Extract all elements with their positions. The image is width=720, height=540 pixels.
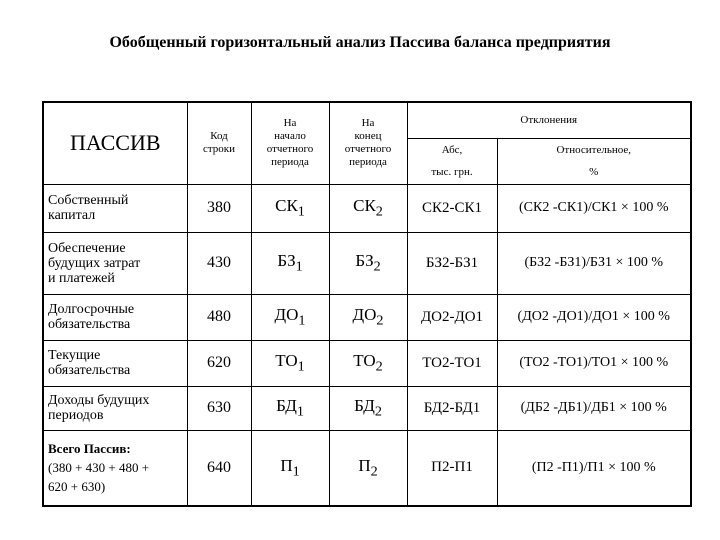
row-end-index: 2	[374, 403, 382, 420]
row-name-line2: будущих затрат	[48, 255, 141, 271]
row-abs: БД2-БД1	[407, 386, 497, 430]
row-begin-symbol: БЗ	[277, 250, 296, 270]
total-name-line1: Всего Пассив:	[48, 441, 131, 457]
total-row	[43, 430, 691, 506]
row-end	[329, 184, 407, 232]
total-name	[43, 430, 187, 506]
row-begin-index: 1	[298, 312, 306, 329]
row-begin-symbol: БД	[276, 395, 297, 415]
row-begin	[251, 340, 329, 386]
total-name-line2: (380 + 430 + 480 +	[48, 460, 150, 476]
row-code: 630	[187, 386, 251, 430]
row-end-index: 2	[373, 258, 381, 275]
row-abs: ДО2-ДО1	[407, 294, 497, 340]
header-abs-line1: Абс,	[441, 144, 463, 156]
header-code	[187, 102, 251, 184]
row-end-symbol: БЗ	[355, 250, 374, 270]
row-rel: (БЗ2 -БЗ1)/БЗ1 × 100 %	[497, 232, 691, 294]
header-end-line1: На	[361, 117, 375, 130]
total-abs: П2-П1	[407, 430, 497, 506]
row-code: 380	[187, 184, 251, 232]
row-end	[329, 386, 407, 430]
row-begin-index: 1	[297, 203, 305, 220]
row-name	[43, 294, 187, 340]
row-end-symbol: БД	[354, 395, 375, 415]
row-begin	[251, 294, 329, 340]
row-name-line1: Обеспечение	[48, 240, 126, 256]
header-end-line4: периода	[349, 156, 387, 169]
row-end-symbol: ДО	[352, 304, 377, 324]
row-name	[43, 232, 187, 294]
balance-table	[42, 101, 692, 507]
row-name-line1: Текущие	[48, 348, 101, 363]
row-end-symbol: ТО	[353, 350, 376, 370]
table-row	[43, 386, 691, 430]
row-abs: СК2-СК1	[407, 184, 497, 232]
row-name	[43, 184, 187, 232]
header-row	[43, 102, 691, 138]
header-begin-line2: начало	[274, 130, 306, 143]
row-end-index: 2	[376, 312, 384, 329]
row-name-line1: Доходы будущих	[48, 393, 150, 408]
total-code: 640	[187, 430, 251, 506]
header-abs	[407, 138, 497, 184]
header-begin	[251, 102, 329, 184]
row-end	[329, 294, 407, 340]
row-begin-index: 1	[295, 258, 303, 275]
row-begin-symbol: СК	[275, 195, 298, 215]
row-begin	[251, 386, 329, 430]
row-end	[329, 232, 407, 294]
table-row	[43, 340, 691, 386]
row-begin-index: 1	[296, 403, 304, 420]
header-code-line1: Код	[210, 130, 228, 143]
row-end-index: 2	[375, 203, 383, 220]
table-row	[43, 232, 691, 294]
total-begin-symbol: П	[280, 455, 293, 475]
row-name-line1: Долгосрочные	[48, 302, 135, 317]
header-passiv: ПАССИВ	[43, 102, 187, 184]
header-end-line2: конец	[354, 130, 382, 143]
row-name	[43, 386, 187, 430]
row-code: 430	[187, 232, 251, 294]
header-begin-line4: периода	[271, 156, 309, 169]
row-begin	[251, 184, 329, 232]
header-end-line3: отчетного	[344, 143, 392, 156]
row-name-line2: капитал	[48, 208, 96, 223]
row-name-line2: обязательства	[48, 317, 131, 332]
row-code: 480	[187, 294, 251, 340]
header-rel-line1: Относительное,	[556, 144, 632, 156]
row-name	[43, 340, 187, 386]
header-end	[329, 102, 407, 184]
table-row	[43, 184, 691, 232]
header-begin-line1: На	[283, 117, 297, 130]
row-begin-symbol: ТО	[275, 350, 298, 370]
row-name-line2: обязательства	[48, 363, 131, 378]
row-end-symbol: СК	[353, 195, 376, 215]
header-rel	[497, 138, 691, 184]
row-name-line2: периодов	[48, 408, 104, 423]
total-begin-index: 1	[292, 462, 300, 479]
header-abs-line2: тыс. грн.	[431, 166, 473, 178]
total-end-symbol: П	[358, 455, 371, 475]
row-rel: (ДБ2 -ДБ1)/ДБ1 × 100 %	[497, 386, 691, 430]
table-row	[43, 294, 691, 340]
total-name-line3: 620 + 630)	[48, 479, 106, 495]
row-rel: (СК2 -СК1)/СК1 × 100 %	[497, 184, 691, 232]
row-abs: БЗ2-БЗ1	[407, 232, 497, 294]
row-begin-index: 1	[297, 358, 305, 375]
header-rel-line2: %	[589, 166, 599, 178]
header-code-line2: строки	[202, 143, 236, 156]
row-code: 620	[187, 340, 251, 386]
row-name-line1: Собственный	[48, 193, 129, 208]
header-deviations: Отклонения	[407, 102, 691, 138]
total-begin	[251, 430, 329, 506]
row-rel: (ДО2 -ДО1)/ДО1 × 100 %	[497, 294, 691, 340]
row-end-index: 2	[375, 358, 383, 375]
header-begin-line3: отчетного	[266, 143, 314, 156]
row-end	[329, 340, 407, 386]
page-title: Обобщенный горизонтальный анализ Пассива баланса предприятия	[109, 34, 611, 51]
row-rel: (ТО2 -ТО1)/ТО1 × 100 %	[497, 340, 691, 386]
total-end	[329, 430, 407, 506]
row-begin-symbol: ДО	[274, 304, 299, 324]
row-begin	[251, 232, 329, 294]
row-abs: ТО2-ТО1	[407, 340, 497, 386]
total-end-index: 2	[370, 462, 378, 479]
row-name-line3: и платежей	[48, 270, 115, 286]
total-rel: (П2 -П1)/П1 × 100 %	[497, 430, 691, 506]
